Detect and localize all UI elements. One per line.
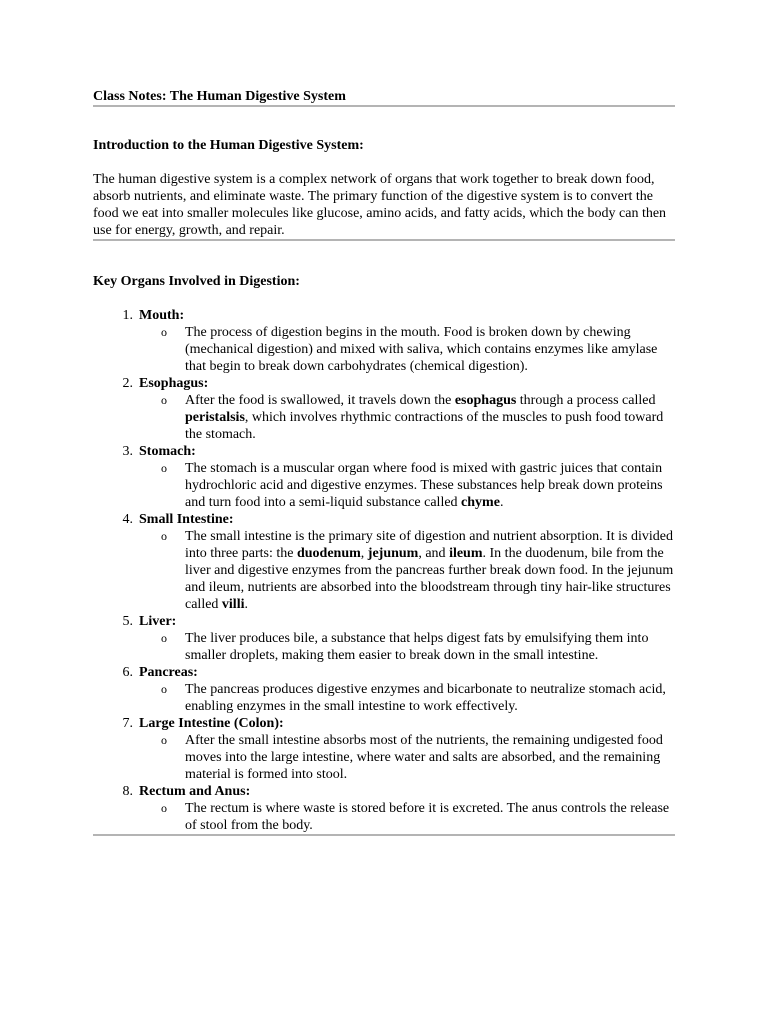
organ-name: Esophagus: — [139, 376, 209, 391]
organ-detail — [139, 732, 675, 783]
bullet-marker: o — [161, 631, 167, 645]
organ-number: 3. — [122, 444, 133, 459]
organ-name: Mouth: — [139, 308, 185, 323]
organ-details — [139, 800, 675, 834]
organ-number: 4. — [122, 512, 133, 527]
bullet-marker: o — [161, 325, 167, 339]
bold-term: esophagus — [454, 393, 517, 408]
organs-heading: Key Organs Involved in Digestion: — [93, 274, 300, 289]
organ-details — [139, 528, 675, 613]
organ-name: Large Intestine (Colon): — [139, 716, 284, 731]
text-run: , which involves rhythmic contractions of the muscles to push food toward the stomach. — [185, 410, 664, 442]
detail-text — [185, 529, 673, 612]
document-body — [93, 88, 675, 836]
organ-details — [139, 732, 675, 783]
organ-detail — [139, 800, 675, 834]
organ-detail — [139, 681, 675, 715]
organ-item-rectum-anus — [93, 783, 675, 834]
divider-bottom — [93, 834, 675, 836]
organ-number: 7. — [122, 716, 133, 731]
detail-text: The rectum is where waste is stored before it is excreted. The anus controls the release of stool from the body. — [185, 801, 670, 833]
detail-text: After the small intestine absorbs most of the nutrients, the remaining undigested food moves into the large intestine, where water and salts are absorbed, and the remaining material is formed into stool. — [185, 733, 663, 782]
organ-detail — [139, 324, 675, 375]
detail-text — [185, 393, 663, 442]
organ-number: 8. — [122, 784, 133, 799]
organ-name: Rectum and Anus: — [139, 784, 251, 799]
bullet-marker: o — [161, 461, 167, 475]
bold-term: peristalsis — [185, 410, 245, 425]
detail-text: The process of digestion begins in the mouth. Food is broken down by chewing (mechanical digestion) and mixed with saliva, which contains enzymes like amylase that begin to break down carbohydrates (chemical digestion). — [185, 325, 658, 374]
intro-heading: Introduction to the Human Digestive System: — [93, 138, 364, 153]
detail-text: The pancreas produces digestive enzymes and bicarbonate to neutralize stomach acid, enabling enzymes in the small intestine to work effectively. — [185, 682, 666, 714]
organs-list — [93, 307, 675, 834]
organ-number: 1. — [122, 308, 133, 323]
organ-name: Small Intestine: — [139, 512, 234, 527]
organ-name: Pancreas: — [139, 665, 198, 680]
organ-item-large-intestine — [93, 715, 675, 783]
organ-name: Stomach: — [139, 444, 196, 459]
detail-text: The liver produces bile, a substance that helps digest fats by emulsifying them into smaller droplets, making them easier to break down in the small intestine. — [185, 631, 649, 663]
organ-item-small-intestine — [93, 511, 675, 613]
organ-details — [139, 324, 675, 375]
divider-middle — [93, 239, 675, 241]
organ-number: 2. — [122, 376, 133, 391]
text-run: through a process called — [516, 393, 656, 408]
divider-top — [93, 105, 675, 107]
detail-text — [185, 461, 663, 510]
text-run: . In the duodenum, bile from the liver and digestive enzymes from the pancreas further break down food. In the jejunum and ileum, nutrients are absorbed into the bloodstream through tiny hair-like structures called — [185, 546, 674, 612]
organ-item-liver — [93, 613, 675, 664]
organ-name: Liver: — [139, 614, 177, 629]
text-run: , — [360, 546, 368, 561]
text-run: . — [244, 597, 248, 612]
organ-details — [139, 392, 675, 443]
bullet-marker: o — [161, 801, 167, 815]
organ-item-mouth — [93, 307, 675, 375]
document-title: Class Notes: The Human Digestive System — [93, 89, 346, 104]
bullet-marker: o — [161, 393, 167, 407]
organ-details — [139, 681, 675, 715]
bullet-marker: o — [161, 733, 167, 747]
organ-number: 6. — [122, 665, 133, 680]
organ-detail — [139, 392, 675, 443]
organ-details — [139, 460, 675, 511]
text-run: After the food is swallowed, it travels down the — [185, 393, 455, 408]
text-run: The small intestine is the primary site of digestion and nutrient absorption. It is divided into three parts: the — [185, 529, 673, 561]
bold-term: villi — [221, 597, 245, 612]
bold-term: duodenum — [296, 546, 361, 561]
bold-term: ileum — [449, 546, 483, 561]
organ-item-esophagus — [93, 375, 675, 443]
text-run: . — [499, 495, 504, 510]
text-run: The stomach is a muscular organ where food is mixed with gastric juices that contain hydrochloric acid and digestive enzymes. These substances help break down proteins and turn food into a semi-liquid substance called — [185, 461, 663, 510]
text-run: , and — [418, 546, 450, 561]
organ-details — [139, 630, 675, 664]
organ-detail — [139, 460, 675, 511]
organ-item-pancreas — [93, 664, 675, 715]
organ-number: 5. — [122, 614, 133, 629]
bullet-marker: o — [161, 682, 167, 696]
organ-item-stomach — [93, 443, 675, 511]
bold-term: chyme — [461, 495, 500, 510]
organ-detail — [139, 630, 675, 664]
intro-paragraph: The human digestive system is a complex network of organs that work together to break down food, absorb nutrients, and eliminate waste. The primary function of the digestive system is to convert the food we eat into smaller molecules like glucose, amino acids, and fatty acids, which the body can then use for energy, growth, and repair. — [93, 172, 667, 238]
bold-term: jejunum — [367, 546, 419, 561]
bullet-marker: o — [161, 529, 167, 543]
organ-detail — [139, 528, 675, 613]
